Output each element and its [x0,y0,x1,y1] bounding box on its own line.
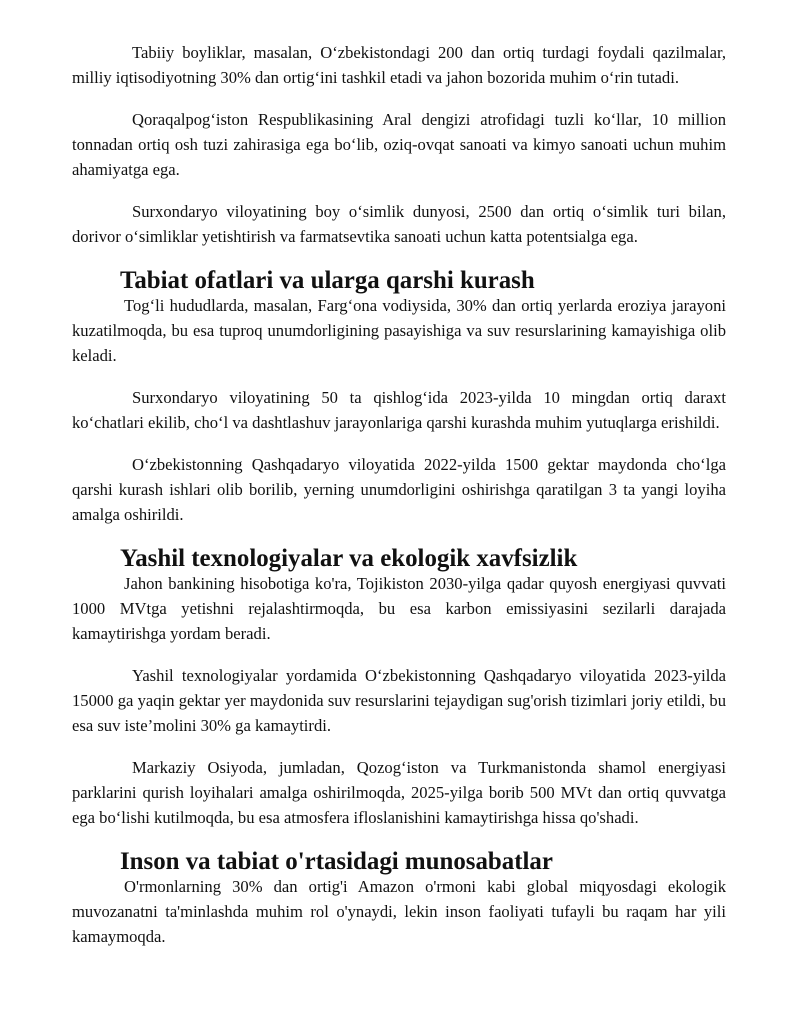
paragraph-tree-planting: Surxondaryo viloyatining 50 ta qishlog‘ida 2023-yilda 10 mingdan ortiq daraxt ko‘chatlari ekilib, cho‘l va dashtlashuv jarayonlariga qarshi kurashda muhim yutuqlarga erishildi. [72,388,726,432]
paragraph-solar-energy: Jahon bankining hisobotiga ko'ra, Tojikiston 2030-yilga qadar quyosh energiyasi quvvati 1000 MVtga yetishni rejalashtirmoqda, bu esa karbon emissiyasini sezilarli darajada kamaytirishga yordam beradi. [72,574,726,643]
paragraph-aral-salt-lakes: Qoraqalpog‘iston Respublikasining Aral dengizi atrofidagi tuzli ko‘llar, 10 million tonnadan ortiq osh tuzi zahirasiga ega bo‘lib, oziq-ovqat sanoati va kimyo sanoati uchun muhim ahamiyatga ega. [72,110,726,179]
document-page [72,40,726,966]
paragraph-surxondaryo-flora: Surxondaryo viloyatining boy o‘simlik dunyosi, 2500 dan ortiq o‘simlik turi bilan, dorivor o‘simliklar yetishtirish va farmatsevtika sanoati uchun katta potentsialga ega. [72,202,726,246]
paragraph-irrigation: Yashil texnologiyalar yordamida O‘zbekistonning Qashqadaryo viloyatida 2023-yilda 15000 ga yaqin gektar yer maydonida suv resurslarini tejaydigan sug'orish tizimlari joriy etildi, bu esa suv iste’molini 30% ga kamaytirdi. [72,666,726,735]
paragraph-erosion: Tog‘li hududlarda, masalan, Farg‘ona vodiysida, 30% dan ortiq yerlarda eroziya jarayoni kuzatilmoqda, bu esa tuproq unumdorligining pasayishiga va suv resurslarining kamayishiga olib keladi. [72,296,726,365]
section-heading-green-technologies: Yashil texnologiyalar va ekologik xavfsizlik [120,545,578,572]
paragraph-natural-resources: Tabiiy boyliklar, masalan, O‘zbekistondagi 200 dan ortiq turdagi foydali qazilmalar, milliy iqtisodiyotning 30% dan ortig‘ini tashkil etadi va jahon bozorida muhim o‘rin tutadi. [72,43,726,87]
section-heading-human-nature: Inson va tabiat o'rtasidagi munosabatlar [120,848,553,875]
paragraph-desertification: O‘zbekistonning Qashqadaryo viloyatida 2022-yilda 1500 gektar maydonda cho‘lga qarshi kurash ishlari olib borilib, yerning unumdorligini oshirishga qaratilgan 3 ta yangi loyiha amalga oshirildi. [72,455,726,524]
paragraph-wind-energy: Markaziy Osiyoda, jumladan, Qozog‘iston va Turkmanistonda shamol energiyasi parklarini qurish loyihalari amalga oshirilmoqda, 2025-yilga borib 500 MVt dan ortiq quvvatga ega bo‘lishi kutilmoqda, bu esa atmosfera ifloslanishini kamaytirishga hissa qo'shadi. [72,758,726,827]
paragraph-forests: O'rmonlarning 30% dan ortig'i Amazon o'rmoni kabi global miqyosdagi ekologik muvozanatni ta'minlashda muhim rol o'ynaydi, lekin inson faoliyati tufayli bu raqam har yili kamaymoqda. [72,877,726,946]
section-heading-natural-disasters: Tabiat ofatlari va ularga qarshi kurash [120,267,535,294]
